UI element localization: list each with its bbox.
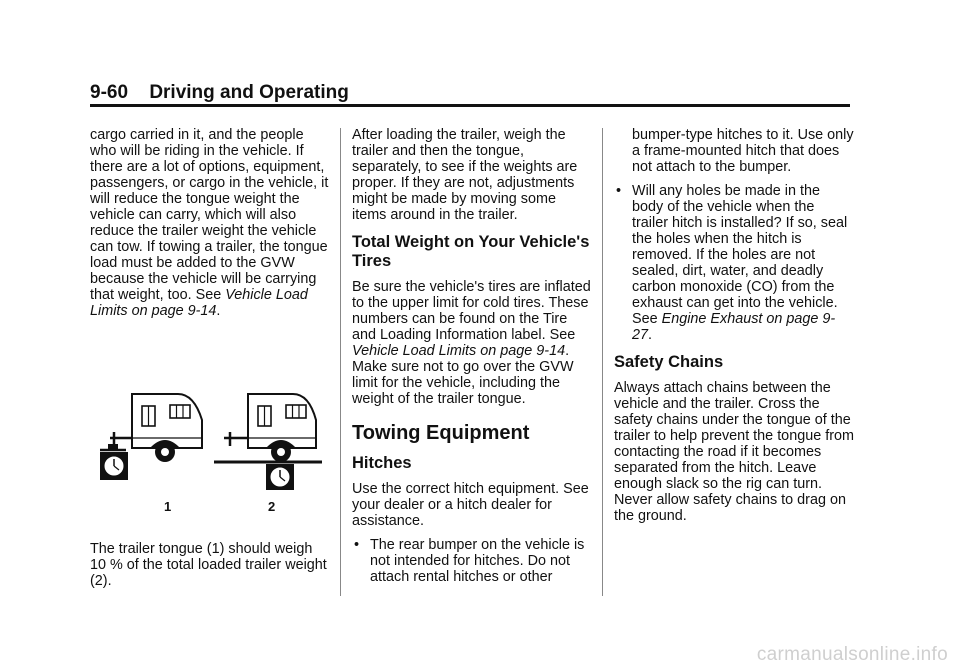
- page-number: 9-60: [90, 82, 129, 103]
- trailer-2-illustration: [214, 394, 322, 490]
- page-header: [90, 82, 349, 104]
- heading-safety-chains: Safety Chains: [614, 353, 724, 371]
- col3-paragraph-safety: Always attach chains between the vehicle and the trailer. Cross the safety chains under the tongue of the trailer to help prevent the tongue from contacting the road if it becomes separated from the hitch. Leave enough slack so the rig can turn. Never allow safety chains to drag on the ground.: [614, 380, 854, 524]
- col1-text: cargo carried in it, and the people who will be riding in the vehicle. If there are a lot of options, equipment, passengers, or cargo in the vehicle, it will reduce the tongue weight the vehicle can carry, which will also reduce the trailer weight the vehicle can tow. If towing a trailer, the tongue load must be added to the GVW because the vehicle will be carrying that weight, too. See: [90, 127, 329, 303]
- column-2: [352, 127, 592, 585]
- column-divider-2: [602, 128, 603, 596]
- column-1: [90, 127, 330, 319]
- col2-reference[interactable]: Vehicle Load Limits on page 9-14: [352, 343, 566, 359]
- col2-text: Be sure the vehicle's tires are inflated to the upper limit for cold tires. These numbers can be found on the Tire and Loading Information label. See: [352, 279, 591, 343]
- tongue-weight-figure: [90, 380, 330, 520]
- bullet-item-1: [352, 537, 592, 585]
- bullet-2-text: Will any holes be made in the body of the vehicle when the trailer hitch is installed? If so, seal the holes when the hitch is removed. If the holes are not sealed, dirt, water, and deadly carbon monoxide (CO) from the exhaust can get into the vehicle. See: [632, 183, 848, 327]
- col2-text-end: . Make sure not to go over the GVW limit for the vehicle, including the weight of the trailer tongue.: [352, 343, 574, 407]
- bullet-1-continued-text: bumper-type hitches to it. Use only a frame-mounted hitch that does not attach to the bumper.: [632, 127, 854, 175]
- heading-hitches: Hitches: [352, 454, 412, 472]
- column-3: [614, 127, 854, 524]
- header-rule: [90, 104, 850, 107]
- col1-reference[interactable]: Vehicle Load Limits on page 9-14: [90, 287, 308, 319]
- bullet-1-text: The rear bumper on the vehicle is not intended for hitches. Do not attach rental hitches or other: [370, 537, 585, 585]
- trailer-1-illustration: [100, 394, 202, 480]
- bullet-2-reference[interactable]: Engine Exhaust on page 9-27: [632, 311, 836, 343]
- col2-paragraph-1: After loading the trailer, weigh the trailer and then the tongue, separately, to see if the weights are proper. If they are not, adjustments might be made by moving some items around in the trailer.: [352, 127, 578, 223]
- col2-paragraph-3: Use the correct hitch equipment. See your dealer or a hitch dealer for assistance.: [352, 481, 589, 529]
- section-title: Driving and Operating: [149, 82, 349, 103]
- figure-caption: The trailer tongue (1) should weigh 10 % of the total loaded trailer weight (2).: [90, 541, 327, 589]
- bullet-marker: •: [354, 537, 360, 553]
- bullet-item-2: [614, 183, 854, 343]
- bullet-marker: •: [616, 183, 622, 199]
- figure-label-1: 1: [164, 499, 172, 514]
- trailer-scale-illustration: [90, 380, 330, 520]
- column-divider-1: [340, 128, 341, 596]
- col1-paragraph: [90, 127, 330, 319]
- col1-text-end: .: [216, 303, 221, 319]
- col2-paragraph-2: [352, 279, 592, 407]
- watermark: carmanualsonline.info: [756, 644, 948, 665]
- bullet-2-text-end: .: [648, 327, 653, 343]
- heading-towing-equipment: Towing Equipment: [352, 422, 530, 444]
- bullet-item-1-continued: [614, 127, 854, 175]
- heading-total-weight: Total Weight on Your Vehicle's Tires: [352, 233, 590, 270]
- figure-label-2: 2: [268, 499, 276, 514]
